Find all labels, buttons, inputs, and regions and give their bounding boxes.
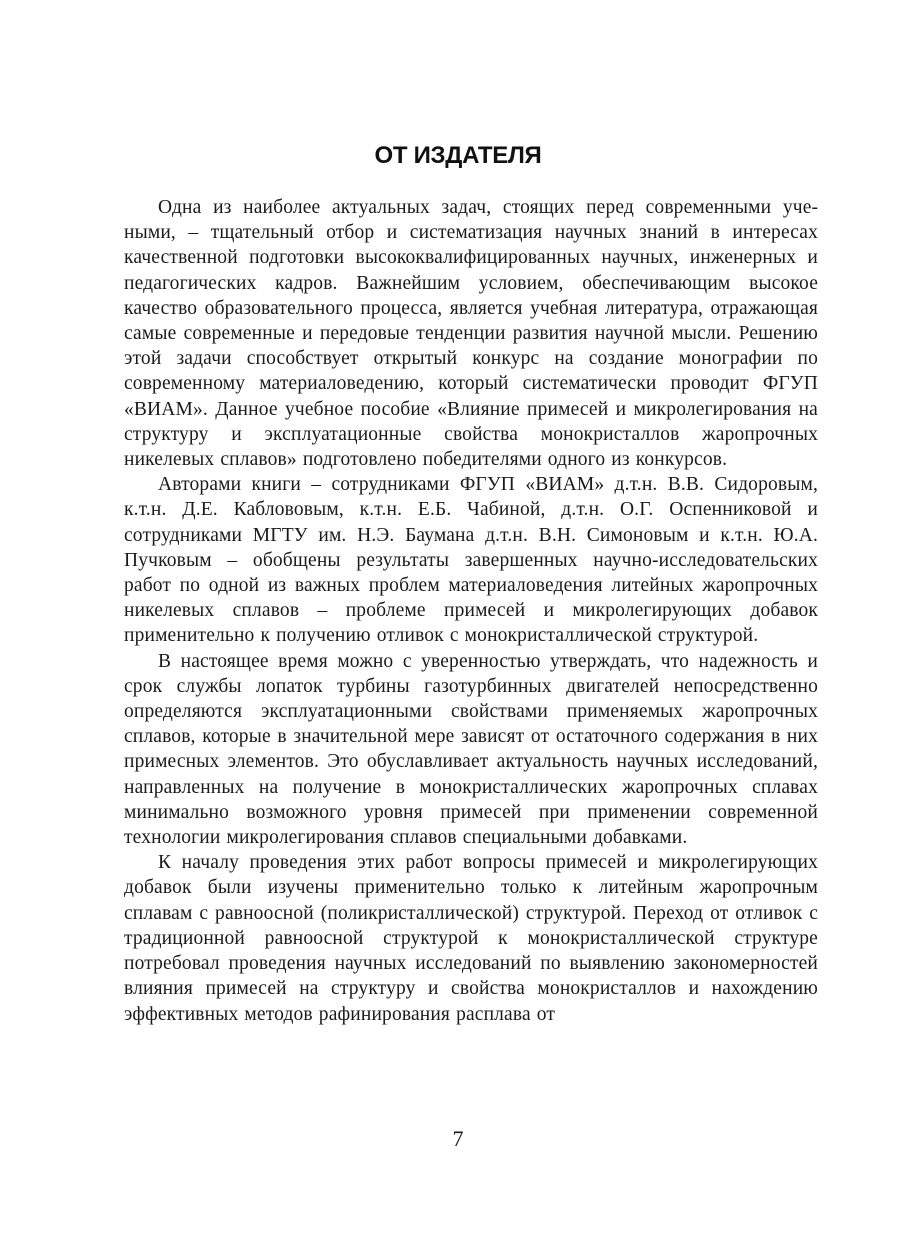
page-number: 7 [452,1126,464,1151]
body-text [124,195,818,1027]
paragraph-1: Одна из наиболее актуальных задач, стоящих перед современными учеными, – тщательный отбор и систематизация научных знаний в интересах качественной подготовки высококвалифицированных научных, инженерных и педагогических кадров. Важнейшим условием, обеспечивающим высокое качество образовательного процесса, является учебная литература, отражающая самые современные и передовые тенденции развития научной мысли. Решению этой задачи способствует открытый конкурс на создание монографии по современному материаловедению, который систематически проводит ФГУП «ВИАМ». Данное учебное пособие «Влияние примесей и микролегирования на структуру и эксплуатационные свойства монокристаллов жаропрочных никелевых сплавов» подготовлено победителями одного из конкурсов. [124,197,818,471]
page-title: ОТ ИЗДАТЕЛЯ [374,142,542,169]
paragraph-2: Авторами книги – сотрудниками ФГУП «ВИАМ» д.т.н. В.В. Сидоровым, к.т.н. Д.Е. Каблововым, к.т.н. Е.Б. Чабиной, д.т.н. О.Г. Оспенниковой и сотрудниками МГТУ им. Н.Э. Баумана д.т.н. В.Н. Симоновым и к.т.н. Ю.А. Пучковым – обобщены результаты завершенных научно-исследовательских работ по одной из важных проблем материаловедения литейных жаропрочных никелевых сплавов – проблеме примесей и микролегирующих добавок применительно к получению отливок с монокристаллической структурой. [124,474,818,647]
paragraph-4: К началу проведения этих работ вопросы примесей и микролегирующих добавок были изучены применительно только к литейным жаропрочным сплавам с равноосной (поликристаллической) структурой. Переход от отливок с традиционной равноосной структурой к монокристаллической структуре потребовал проведения научных исследований по выявлению закономерностей влияния примесей на структуру и свойства монокристаллов и нахождению эффективных методов рафинирования расплава от [124,852,818,1025]
paragraph-3: В настоящее время можно с уверенностью утверждать, что надежность и срок службы лопаток турбины газотурбинных двигателей непосредственно определяются эксплуатационными свойствами применяемых жаропрочных сплавов, которые в значительной мере зависят от остаточного содержания в них примесных элементов. Это обуславливает актуальность научных исследований, направленных на получение в монокристаллических жаропрочных сплавах минимально возможного уровня примесей при применении современной технологии микролегирования сплавов специальными добавками. [124,650,818,849]
